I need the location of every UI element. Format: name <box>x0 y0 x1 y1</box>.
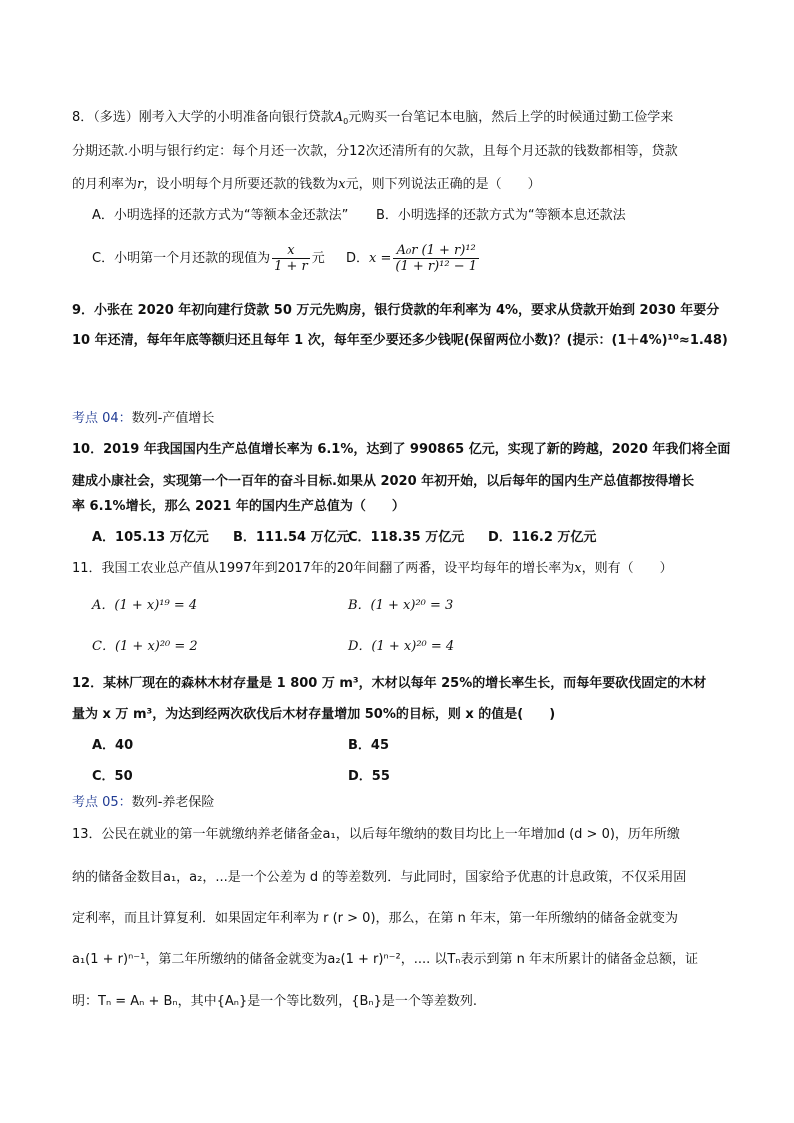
q12-option-c[interactable]: C．50 <box>92 769 133 784</box>
q13-line5: 明：Tₙ = Aₙ + Bₙ，其中{Aₙ}是一个等比数列，{Bₙ}是一个等差数列. <box>72 994 477 1009</box>
q11-option-a[interactable]: A．(1 + x)¹⁹ = 4 <box>92 598 198 613</box>
q13-line4: a₁(1 + r)ⁿ⁻¹，第二年所缴纳的储备金就变为a₂(1 + r)ⁿ⁻²，.... 以Tₙ表示到第 n 年末所累计的储备金总额，证 <box>72 952 698 967</box>
q12-line2: 量为 x 万 m³，为达到经两次砍伐后木材存量增加 50%的目标，则 x 的值是( ) <box>72 707 556 722</box>
q10-option-a[interactable]: A．105.13 万亿元 <box>92 530 209 545</box>
q10-option-b[interactable]: B．111.54 万亿元 <box>233 530 350 545</box>
q10-option-c[interactable]: C．118.35 万亿元 <box>348 530 465 545</box>
section-04-heading: 考点 04：数列-产值增长 <box>72 411 215 426</box>
q11-option-c[interactable]: C．(1 + x)²⁰ = 2 <box>92 639 198 654</box>
q11-option-b[interactable]: B．(1 + x)²⁰ = 3 <box>348 598 454 613</box>
q8-line3: 的月利率为r，设小明每个月所要还款的钱数为x元，则下列说法正确的是（ ） <box>72 177 541 192</box>
section-05-heading: 考点 05：数列-养老保险 <box>72 795 215 810</box>
q8-option-a[interactable]: A．小明选择的还款方式为“等额本金还款法” <box>92 208 349 223</box>
q11-option-d[interactable]: D．(1 + x)²⁰ = 4 <box>348 639 455 654</box>
q8-line2: 分期还款.小明与银行约定：每个月还一次款，分12次还清所有的欠款，且每个月还款的钱数都相等，贷款 <box>72 144 678 159</box>
q10-line1: 10．2019 年我国国内生产总值增长率为 6.1%，达到了 990865 亿元，实现了新的跨越，2020 年我们将全面 <box>72 442 731 457</box>
q8-option-c[interactable]: C．小明第一个月还款的现值为 $\frac{x}{1 + r}$ 元 <box>92 243 325 274</box>
q12-option-a[interactable]: A．40 <box>92 738 134 753</box>
q8-option-d-fraction: $\frac{\text{A₀r (1 + r)¹²}}{\text{(1 + r)¹² − 1}}$ <box>395 243 478 274</box>
q12-line1: 12．某林厂现在的森林木材存量是 1 800 万 m³，木材以每年 25%的增长率生长，而每年要砍伐固定的木材 <box>72 676 707 691</box>
q9-line2: 10 年还清，每年年底等额归还且每年 1 次，每年至少要还多少钱呢(保留两位小数)？(提示：(1＋4%)¹⁰≈1.48) <box>72 333 728 348</box>
q8-option-c-fraction: $\frac{x}{1 + r}$ <box>274 243 308 274</box>
q10-line2: 建成小康社会，实现第一个一百年的奋斗目标.如果从 2020 年初开始，以后每年的国内生产总值都按得增长 <box>72 474 695 489</box>
q11-line1: 11．我国工农业总产值从1997年到2017年的20年间翻了两番，设平均每年的增长率为x，则有（ ） <box>72 561 673 576</box>
q13-line2: 纳的储备金数目a₁，a₂，...是一个公差为 d 的等差数列．与此同时，国家给予优惠的计息政策，不仅采用固 <box>72 870 687 885</box>
q13-line1: 13．公民在就业的第一年就缴纳养老储备金a₁，以后每年缴纳的数目均比上一年增加d (d > 0)，历年所缴 <box>72 827 680 842</box>
q12-option-d[interactable]: D．55 <box>348 769 390 784</box>
q8-option-b[interactable]: B．小明选择的还款方式为“等额本息还款法 <box>376 208 626 223</box>
q8-line1: 8．（多选）刚考入大学的小明准备向银行贷款$A_0$元购买一台笔记本电脑，然后上学的时候通过勤工俭学来 <box>72 110 674 126</box>
q10-line3: 率 6.1%增长，那么 2021 年的国内生产总值为（ ） <box>72 499 405 514</box>
q9-line1: 9．小张在 2020 年初向建行贷款 50 万元先购房，银行贷款的年利率为 4%，要求从贷款开始到 2030 年要分 <box>72 303 720 318</box>
q13-line3: 定利率，而且计算复利．如果固定年利率为 r (r > 0)，那么，在第 n 年末，第一年所缴纳的储备金就变为 <box>72 911 679 926</box>
q10-option-d[interactable]: D．116.2 万亿元 <box>488 530 597 545</box>
q8-option-d[interactable]: D．x = $\frac{\text{A₀r (1 + r)¹²}}{\text{(1 + r)¹² − 1}}$ <box>346 243 478 274</box>
q12-option-b[interactable]: B．45 <box>348 738 389 753</box>
